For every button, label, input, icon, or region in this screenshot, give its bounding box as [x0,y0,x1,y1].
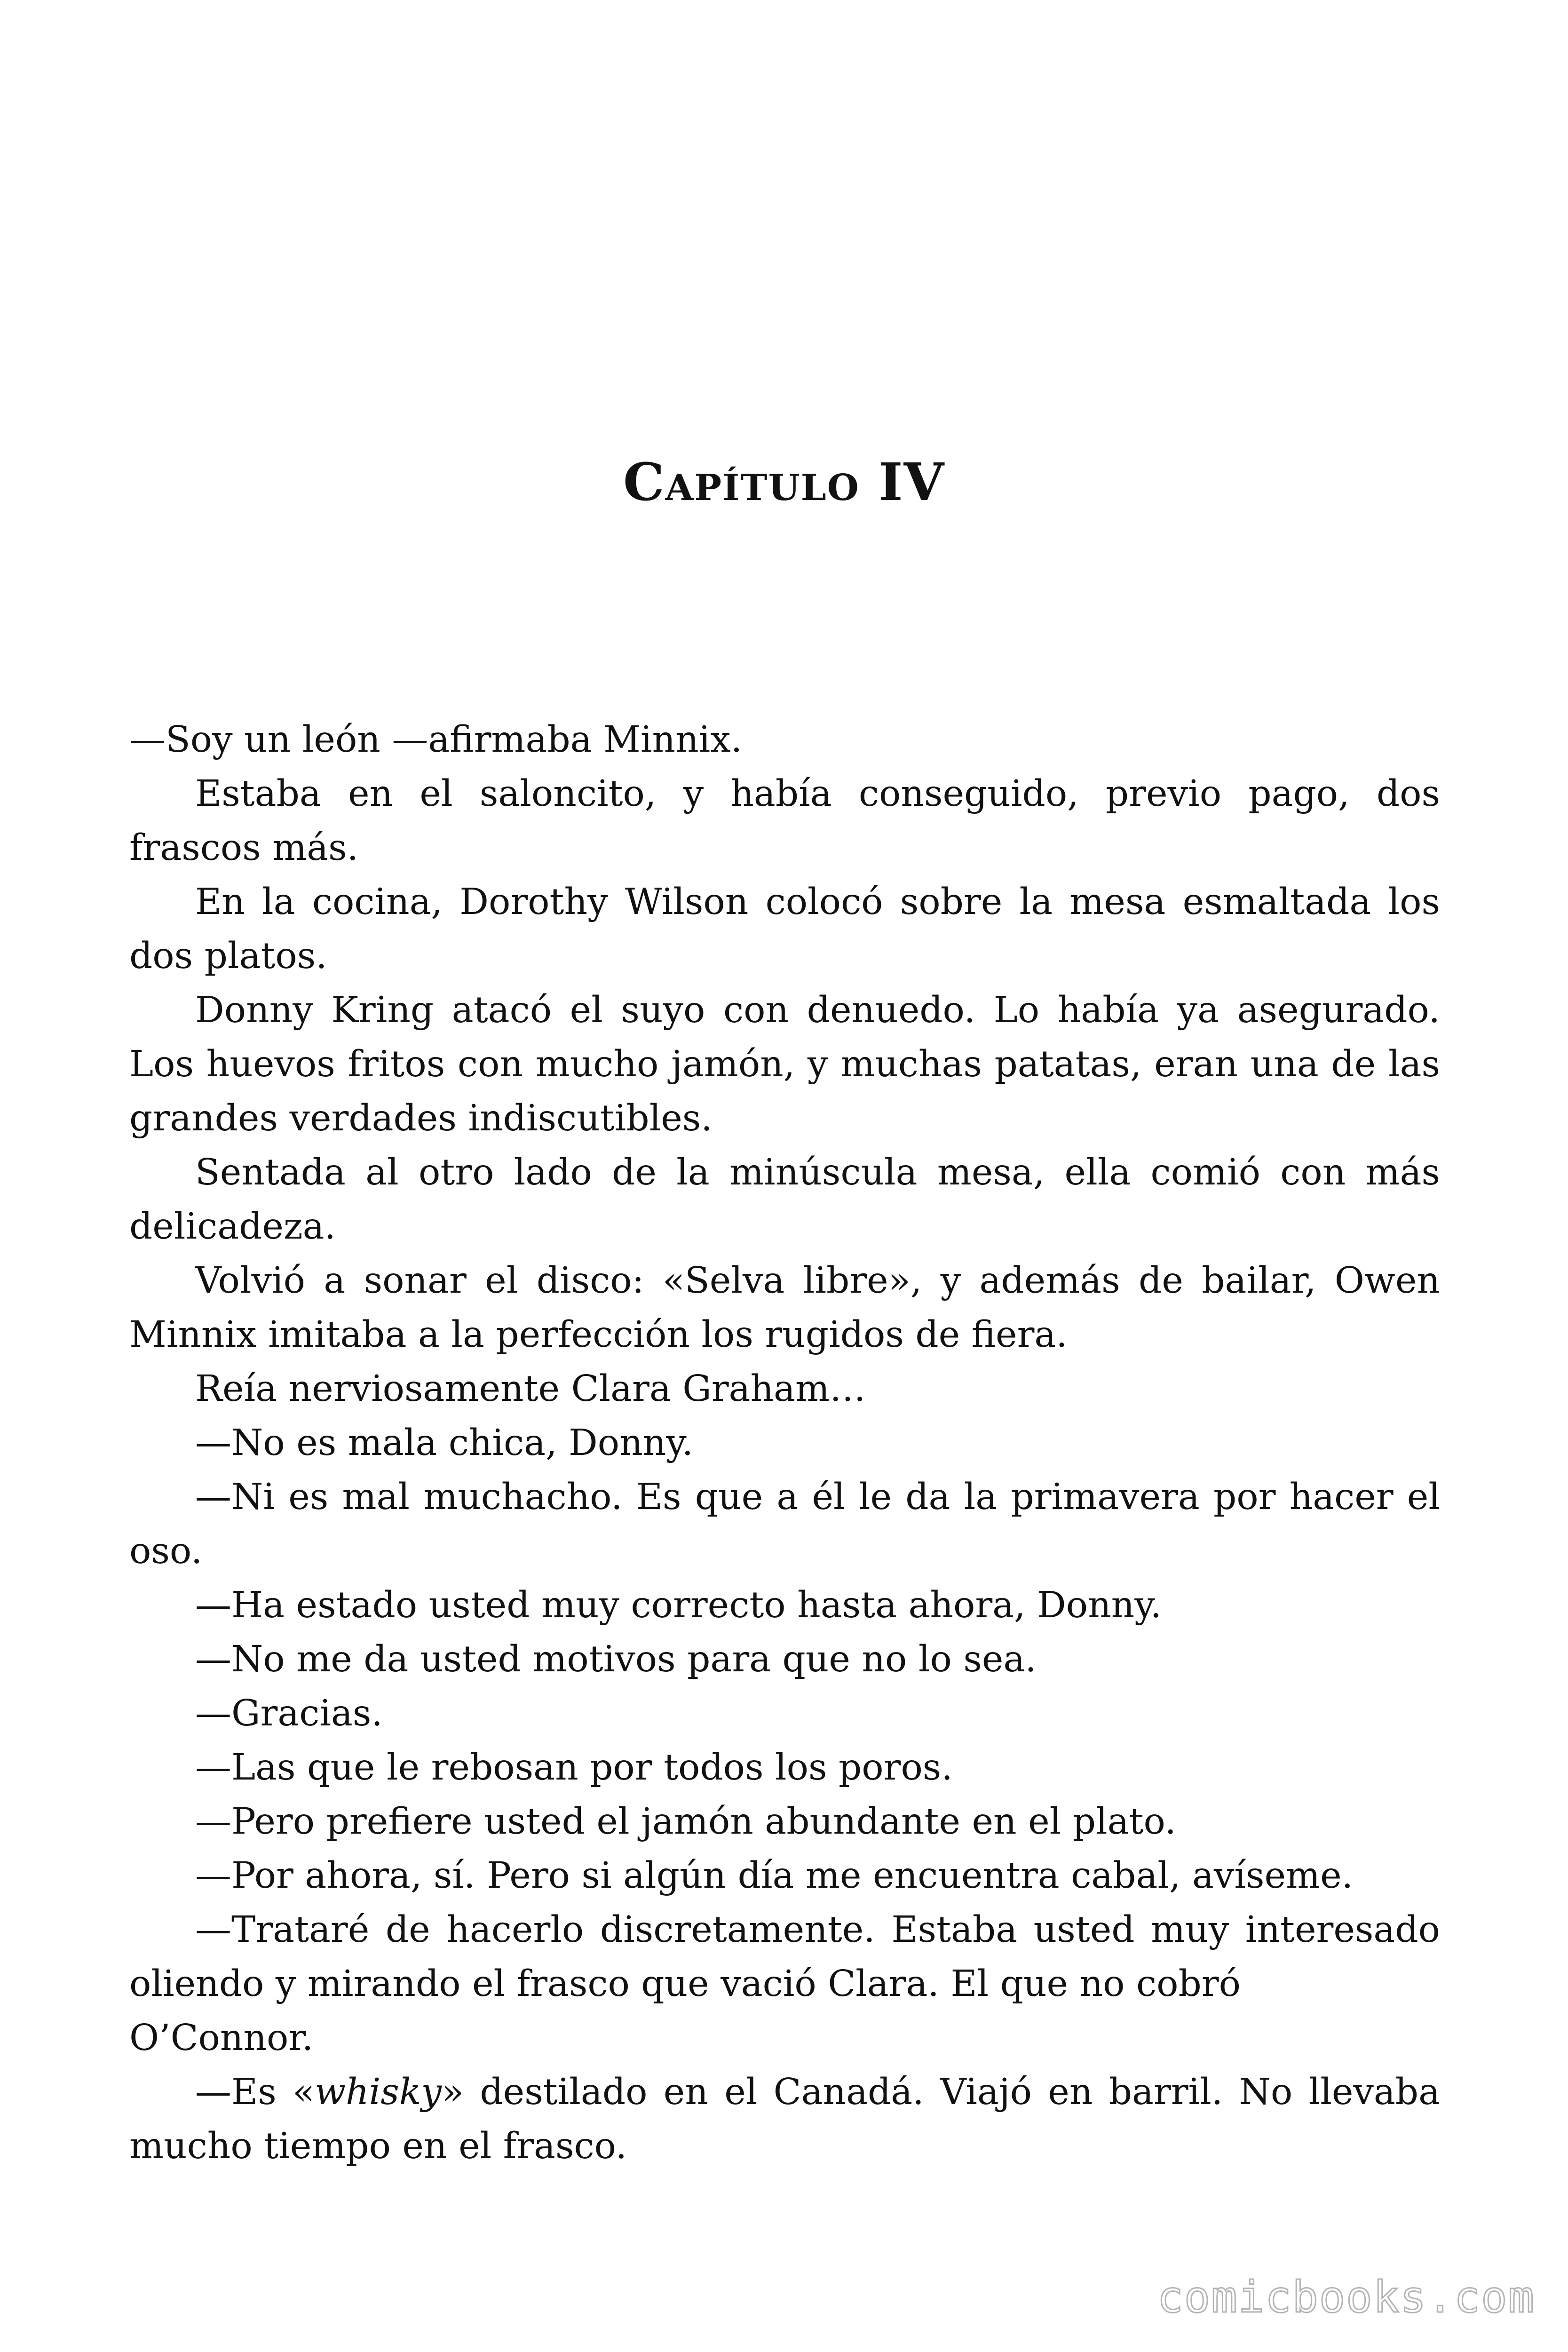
last-paragraph [129,2065,1440,2173]
paragraph: —Gracias. [195,1692,383,1734]
paragraph: —Soy un león —afirmaba Minnix. [129,719,743,761]
chapter-body [129,713,1440,2173]
last-paragraph-start: —Es « [195,2071,315,2113]
paragraph: —Las que le rebosan por todos los poros. [195,1747,953,1788]
paragraph: Volvió a sonar el disco: «Selva libre», y además de bailar, Owen Minnix imitaba a la perfección los rugidos de fiera. [129,1260,1440,1356]
paragraph: —Por ahora, sí. Pero si algún día me encuentra cabal, avíseme. [195,1855,1354,1897]
last-paragraph-end: » destilado en el Canadá. Viajó en barril. No llevaba mucho tiempo en el frasco. [129,2071,1440,2167]
watermark: comicbooks.com [1157,2272,1535,2322]
paragraph: —Pero prefiere usted el jamón abundante en el plato. [195,1801,1176,1843]
paragraph: En la cocina, Dorothy Wilson colocó sobre la mesa esmaltada los dos platos. [129,881,1440,977]
paragraph: —No es mala chica, Donny. [195,1422,694,1464]
chapter-title [0,452,1568,512]
paragraph: Donny Kring atacó el suyo con denuedo. Lo había ya asegurado. Los huevos fritos con mucho jamón, y muchas patatas, eran una de las grandes verdades indiscutibles. [129,989,1440,1139]
paragraph: —Trataré de hacerlo discretamente. Estaba usted muy interesado oliendo y mirando el frasco que vació Clara. El que no cobró [129,1909,1440,2005]
emphasized-word: whisky [315,2071,442,2113]
paragraph: —Ha estado usted muy correcto hasta ahora, Donny. [195,1584,1162,1626]
paragraph: Sentada al otro lado de la minúscula mesa, ella comió con más delicadeza. [129,1152,1440,1248]
paragraph: O’Connor. [129,2017,314,2059]
paragraph: Reía nerviosamente Clara Graham… [195,1368,866,1410]
paragraph: —No me da usted motivos para que no lo sea. [195,1638,1037,1680]
paragraph: —Ni es mal muchacho. Es que a él le da la primavera por hacer el oso. [129,1476,1440,1572]
paragraph: Estaba en el saloncito, y había conseguido, previo pago, dos frascos más. [129,773,1440,869]
chapter-title-text: Capítulo IV [623,452,945,512]
